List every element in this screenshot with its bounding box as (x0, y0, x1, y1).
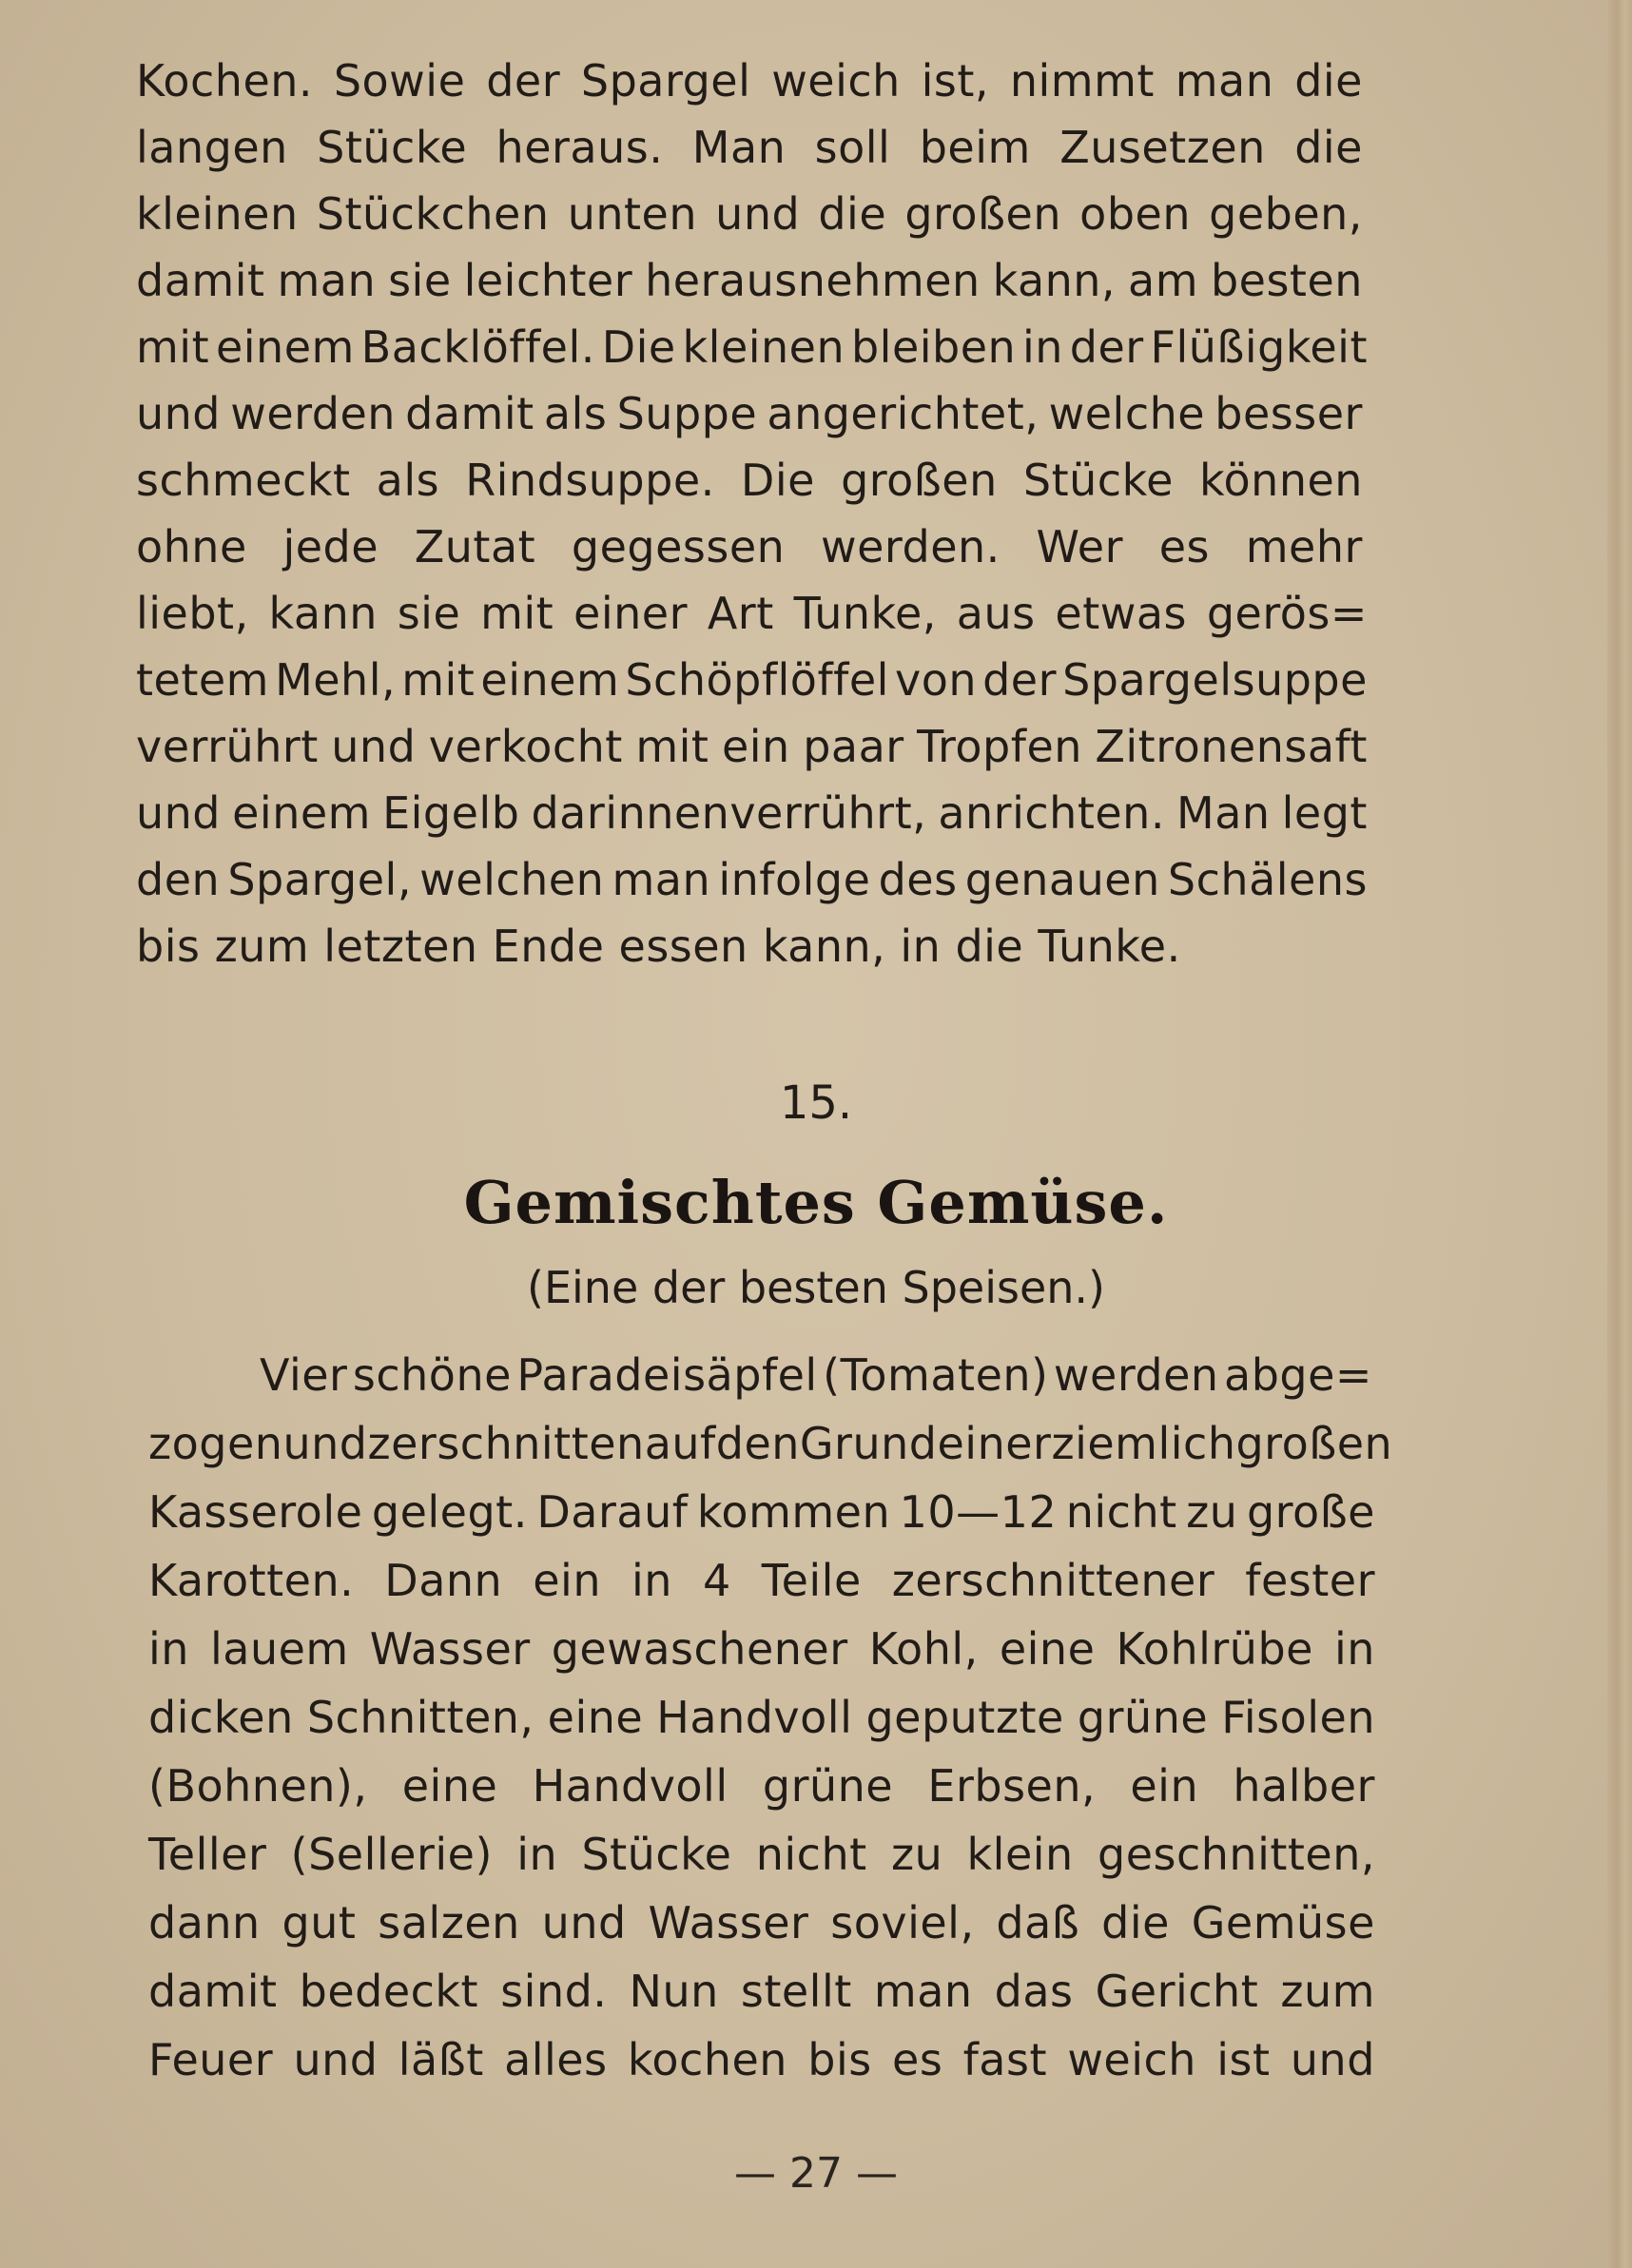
text-line: Kasserole gelegt. Darauf kommen 10—12 nicht zu große (148, 1486, 1375, 1538)
text-line: und einem Eigelb darinnenverrührt, anrichten. Man legt (136, 787, 1368, 839)
text-line: liebt, kann sie mit einer Art Tunke, aus etwas gerös= (136, 588, 1368, 639)
recipe-title: Gemischtes Gemüse. (463, 1168, 1169, 1237)
text-line: Vier schöne Paradeisäpfel (Tomaten) werden abge= (260, 1349, 1372, 1401)
text-line: Teller (Sellerie) in Stücke nicht zu klein geschnitten, (148, 1829, 1375, 1880)
text-line: langen Stücke heraus. Man soll beim Zusetzen die (136, 122, 1363, 173)
text-line: Feuer und läßt alles kochen bis es fast weich ist und (148, 2034, 1375, 2085)
text-line: schmeckt als Rindsuppe. Die großen Stücke können (136, 455, 1363, 506)
text-line: und werden damit als Suppe angerichtet, welche besser (136, 388, 1363, 439)
page-edge (1607, 0, 1632, 2268)
text-line: Karotten. Dann ein in 4 Teile zerschnittener fester (148, 1555, 1375, 1606)
text-line: damit man sie leichter herausnehmen kann, am besten (136, 255, 1363, 306)
text-line: bis zum letzten Ende essen kann, in die Tunke. (136, 921, 1181, 972)
text-line: zogen und zerschnitten auf den Grund einer ziemlich großen (148, 1418, 1393, 1469)
text-line: verrührt und verkocht mit ein paar Tropfen Zitronensaft (136, 721, 1368, 772)
text-line: mit einem Backlöffel. Die kleinen bleiben in der Flüßigkeit (136, 321, 1368, 373)
text-line: dicken Schnitten, eine Handvoll geputzte grüne Fisolen (148, 1692, 1375, 1743)
page-number: — 27 — (734, 2149, 898, 2198)
text-line: ohne jede Zutat gegessen werden. Wer es mehr (136, 521, 1363, 572)
text-line: tetem Mehl, mit einem Schöpflöffel von der Spargelsuppe (136, 654, 1368, 706)
text-line: den Spargel, welchen man infolge des genauen Schälens (136, 854, 1368, 905)
text-line: in lauem Wasser gewaschener Kohl, eine Kohlrübe in (148, 1623, 1375, 1675)
text-line: dann gut salzen und Wasser soviel, daß die Gemüse (148, 1897, 1375, 1948)
text-line: damit bedeckt sind. Nun stellt man das Gericht zum (148, 1966, 1375, 2017)
recipe-subtitle: (Eine der besten Speisen.) (527, 1262, 1105, 1313)
text-line: (Bohnen), eine Handvoll grüne Erbsen, ein halber (148, 1760, 1375, 1812)
text-line: kleinen Stückchen unten und die großen oben geben, (136, 188, 1363, 240)
recipe-number: 15. (779, 1076, 853, 1130)
text-line: Kochen. Sowie der Spargel weich ist, nimmt man die (136, 55, 1363, 107)
